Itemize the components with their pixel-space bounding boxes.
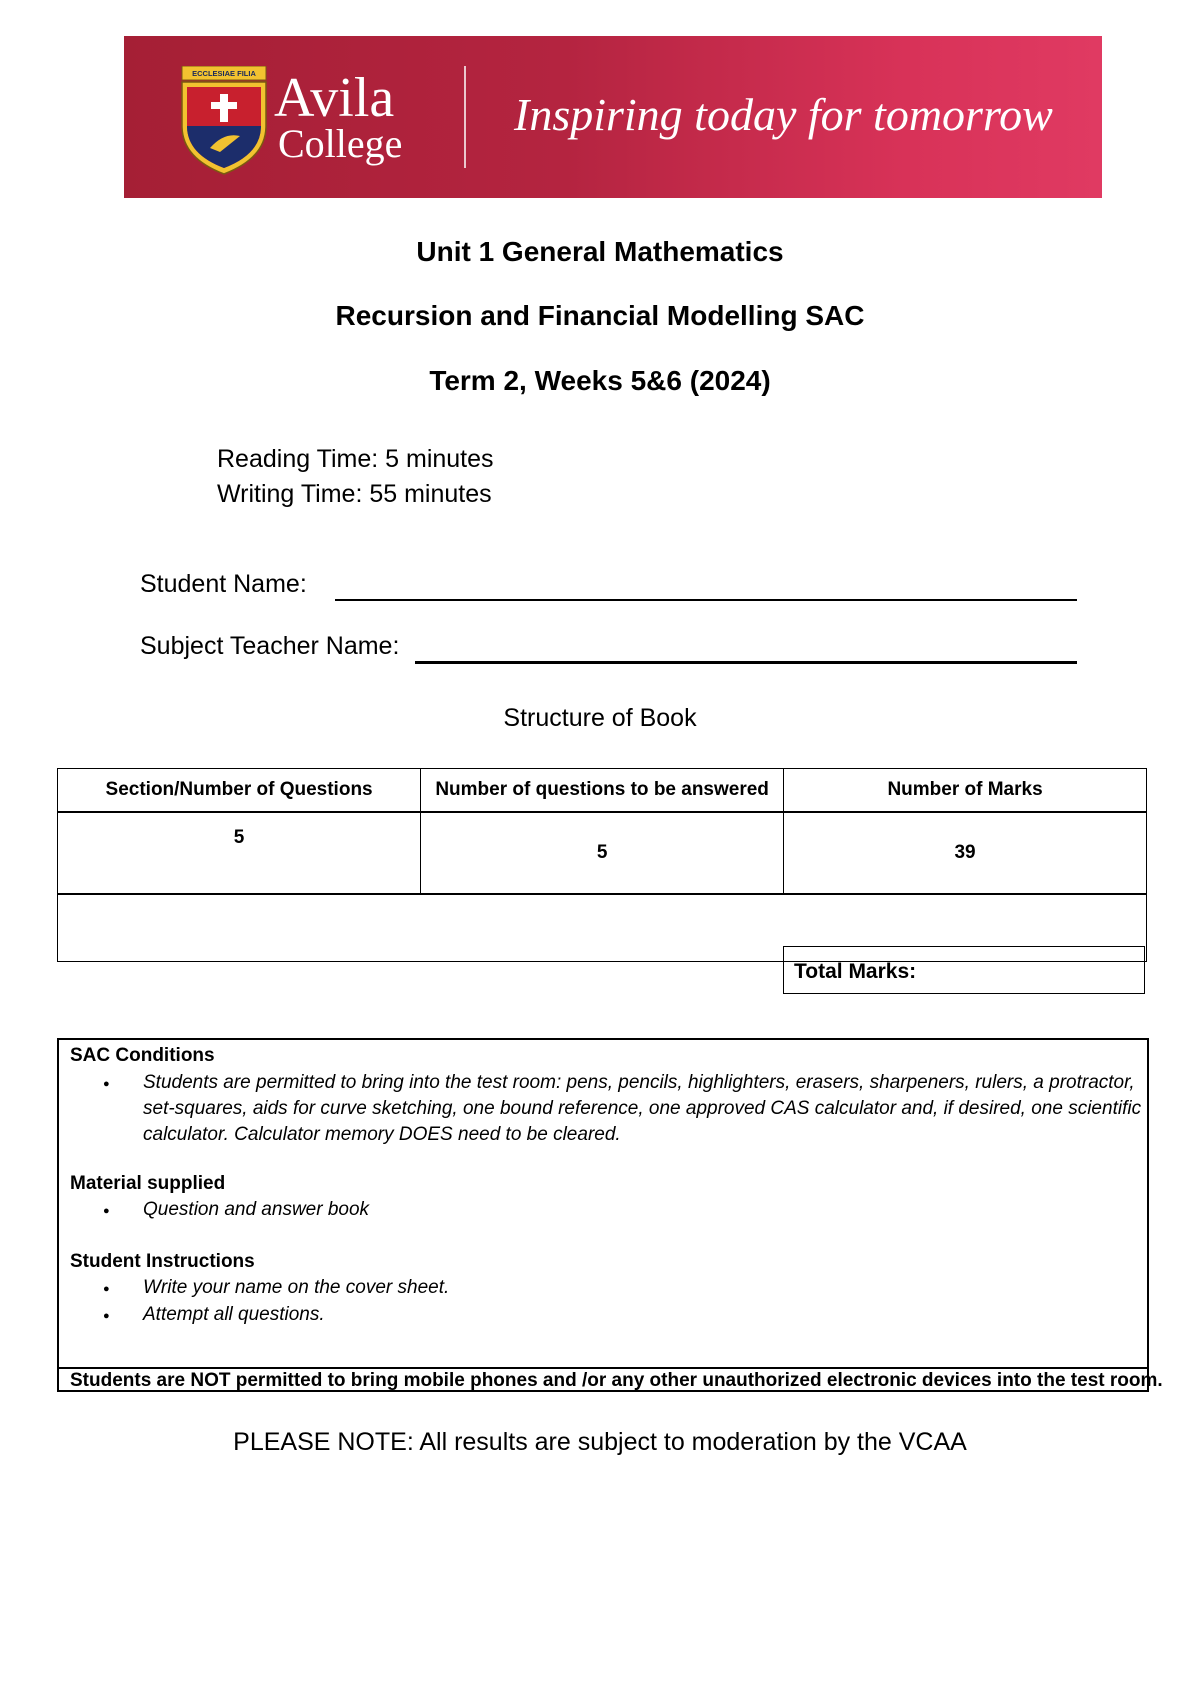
column-header: Section/Number of Questions	[58, 769, 421, 813]
moderation-note: PLEASE NOTE: All results are subject to moderation by the VCAA	[233, 1428, 967, 1456]
student-instructions-heading: Student Instructions	[70, 1251, 255, 1272]
material-item: Question and answer book	[143, 1199, 370, 1220]
material-supplied-heading: Material supplied	[70, 1173, 226, 1194]
college-tagline: Inspiring today for tomorrow	[514, 89, 1053, 140]
bullet-icon: ●	[103, 1205, 110, 1217]
instruction-item: Attempt all questions.	[143, 1304, 325, 1325]
structure-heading: Structure of Book	[503, 704, 697, 732]
unit-title: Unit 1 General Mathematics	[416, 236, 784, 267]
total-marks-box	[783, 946, 1145, 994]
table-cell-sections: 5	[58, 812, 421, 894]
college-crest-logo	[174, 66, 274, 176]
structure-table	[57, 768, 1147, 962]
college-name	[274, 67, 403, 166]
college-name-line1: Avila	[274, 67, 395, 129]
sac-conditions-box	[57, 1038, 1163, 1392]
sac-conditions-text: Students are permitted to bring into the test room: pens, pencils, highlighters, erasers, sharpeners, rulers, a protractor, set-squares, aids for curve sketching, one bound reference, one approved CAS calculator and, if desired, one scientific calculator. Calculator memory DOES need to be cleared.	[143, 1072, 1142, 1145]
sac-conditions-heading: SAC Conditions	[70, 1045, 215, 1066]
table-row	[58, 812, 1147, 894]
table-cell-marks: 39	[784, 812, 1147, 894]
column-header: Number of questions to be answered	[421, 769, 784, 813]
header-banner	[124, 36, 1102, 198]
teacher-name-field[interactable]	[415, 661, 1077, 664]
student-name-field[interactable]	[335, 599, 1077, 601]
bullet-icon: ●	[103, 1283, 110, 1295]
college-name-line2: College	[278, 121, 403, 166]
term-title: Term 2, Weeks 5&6 (2024)	[429, 365, 771, 396]
devices-warning: Students are NOT permitted to bring mobile phones and /or any other unauthorized electronic devices into the test room.	[59, 1367, 1147, 1392]
teacher-name-label: Subject Teacher Name:	[140, 632, 400, 660]
bullet-icon: ●	[103, 1310, 110, 1322]
writing-time: Writing Time: 55 minutes	[217, 480, 492, 508]
table-header-row	[58, 769, 1147, 813]
student-name-label: Student Name:	[140, 570, 307, 598]
instruction-item: Write your name on the cover sheet.	[143, 1277, 450, 1298]
table-cell-questions-answered: 5	[421, 812, 784, 894]
sac-title: Recursion and Financial Modelling SAC	[335, 300, 865, 331]
svg-text:ECCLESIAE FILIA: ECCLESIAE FILIA	[192, 69, 256, 78]
total-marks-label: Total Marks:	[794, 960, 917, 983]
bullet-icon: ●	[103, 1078, 110, 1090]
reading-time: Reading Time: 5 minutes	[217, 445, 494, 473]
column-header: Number of Marks	[784, 769, 1147, 813]
banner-divider	[464, 66, 466, 168]
